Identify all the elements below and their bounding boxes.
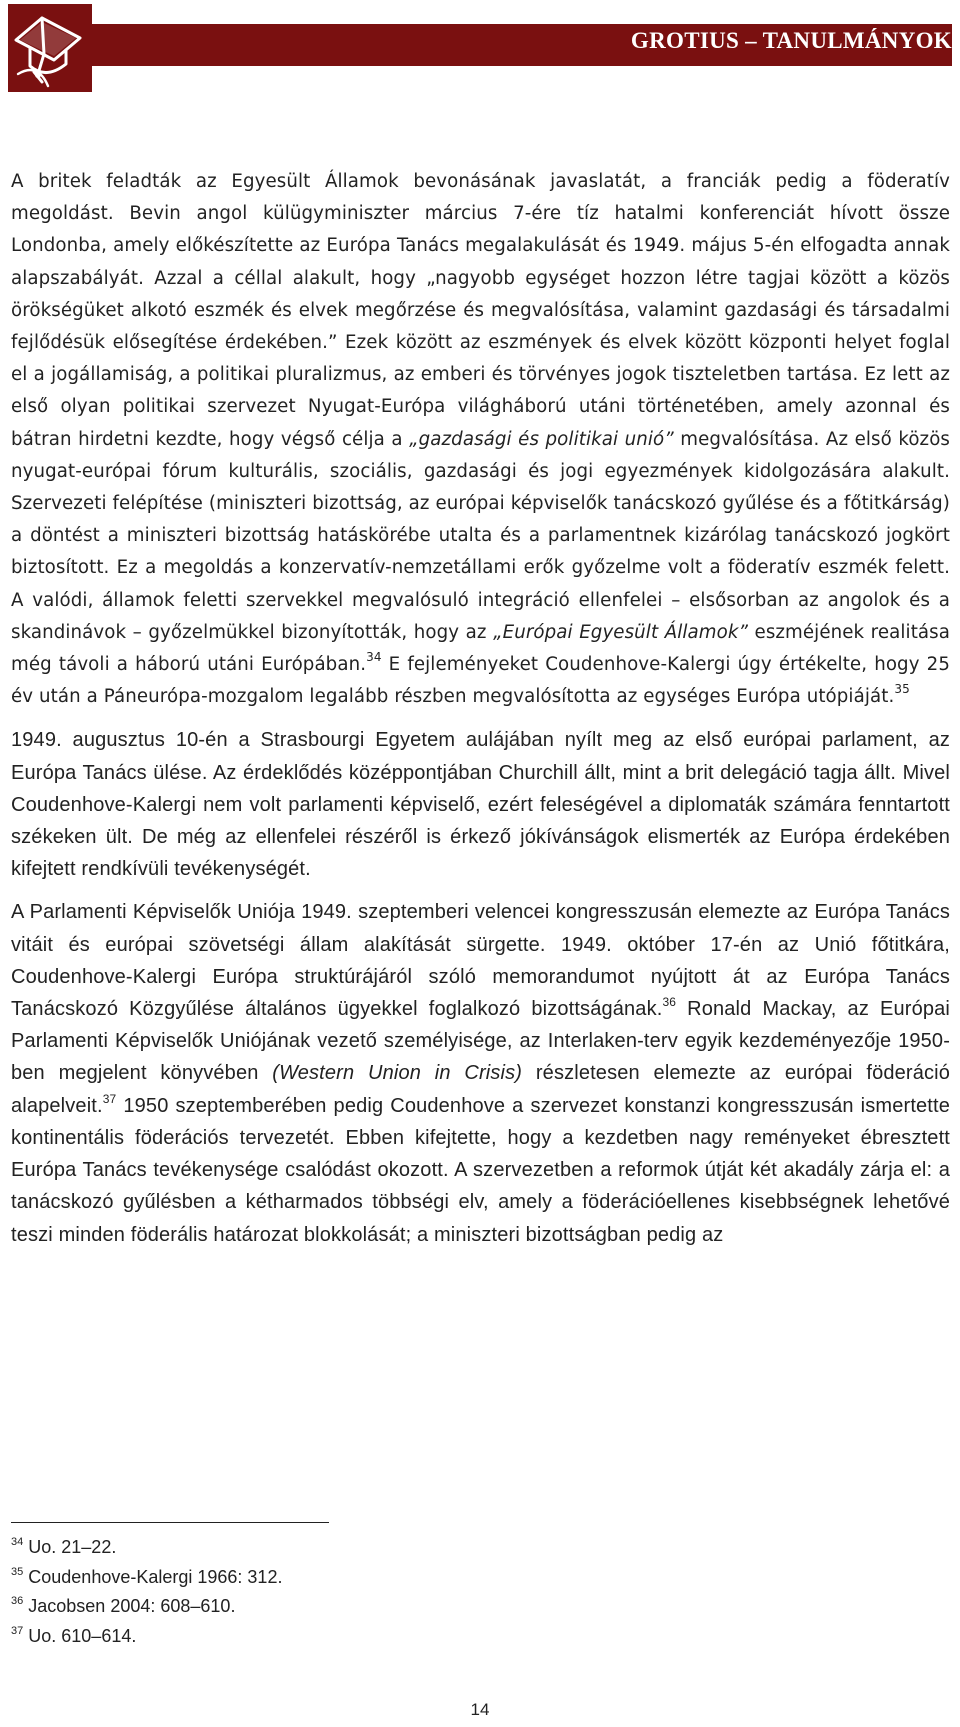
footnote-text: Coudenhove-Kalergi 1966: 312. xyxy=(28,1566,283,1587)
footnote-text: Uo. 610–614. xyxy=(28,1625,137,1646)
footnote-ref-35[interactable]: 35 xyxy=(894,682,910,697)
paragraph-1-text-b: megvalósítása. Az első közös nyugat-európai fórum kulturális, szociális, gazdasági és jogi egyezmények kidolgozására alakult. Szervezeti felépítése (miniszteri bizottság, az európai képviselők tanácskozó gyűlése és a főtitkárság) a döntést a miniszteri bizottság hatáskörébe utalta és a parlamentnek kizárólag tanácskozó jogkört biztosított. Ez a megoldás a konzervatív-nemzetállami erők győzelme volt a föderatív eszmék felett. A valódi, államok feletti szervekkel megvalósuló integráció ellenfelei – elsősorban az angolok és a skandinávok – győzelmükkel bizonyították, hogy az xyxy=(11,428,951,643)
footnote-ref-37[interactable]: 37 xyxy=(102,1091,117,1106)
paragraph-2: 1949. augusztus 10-én a Strasbourgi Egyetem aulájában nyílt meg az első európai parlament, az Európa Tanács ülése. Az érdeklődés középpontjában Churchill állt, mint a brit delegáció tagja állt. Mivel Coudenhove-Kalergi nem volt parlamenti képviselő, ezért feleségével a diplomaták számára fenntartott székeken ült. De még az ellenfelei részéről is érkező jókívánságok elismerték az Európa érdekében kifejtett rendkívüli tevékenységét. xyxy=(11,729,950,881)
footnote-text: Uo. 21–22. xyxy=(28,1537,117,1557)
page-header xyxy=(8,4,952,92)
paragraph-3 xyxy=(11,896,950,1250)
footnote-36 xyxy=(11,1592,911,1622)
footnote-34 xyxy=(11,1533,911,1563)
paragraph-3-text-a: A Parlamenti Képviselők Uniója 1949. szeptemberi velencei kongresszusán elemezte az Európa Tanács vitáit és európai szövetségi állam alakítását sürgette. 1949. október 17-én az Unió főtitkára, Coudenhove-Kalergi Európa struktúrájáról szóló memorandumot nyújtott át az Európa Tanács Tanácskozó Közgyűlése általános ügyekkel foglalkozó bizottságának. xyxy=(11,901,950,1021)
paragraph-3-text-c: részletesen elemezte az európai föderáció alapelveit. xyxy=(11,1062,950,1117)
footnote-number: 34 xyxy=(11,1536,24,1548)
paragraph-1 xyxy=(11,166,950,713)
paragraph-3-text-b: Ronald Mackay, az Európai Parlamenti Képviselők Uniójának vezető személyisége, az Interlaken-terv egyik kezdeményezője 1950-ben megjelent könyvében xyxy=(11,998,950,1085)
paragraph-1-text-d: E fejleményeket Coudenhove-Kalergi úgy értékelte, hogy 25 év után a Páneurópa-mozgalom legalább részben megvalósította az egységes Európa utópiáját. xyxy=(11,654,950,708)
footnote-text: Jacobsen 2004: 608–610. xyxy=(28,1596,236,1616)
footnote-number: 37 xyxy=(11,1624,24,1637)
paragraph-1-text-a: A britek feladták az Egyesült Államok bevonásának javaslatát, a franciák pedig a föderatív megoldást. Bevin angol külügyminiszter március 7-ére tíz hatalmi konferenciát hívott össze Londonba, amely előkészítette az Európa Tanács megalakulását és 1949. május 5-én elfogadta annak alapszabályát. Azzal a céllal alakult, hogy „nagyobb egységet hozzon létre tagjai között a közös örökségüket alkotó eszmék és elvek megőrzése és megvalósítása, valamint gazdasági és társadalmi fejlődésük elősegítése érdekében.” Ezek között az eszmények és elvek között központi helyet foglal el a jogállamiság, a politikai pluralizmus, az emberi és törvényes jogok tiszteletben tartása. Ez lett az első olyan politikai szervezet Nyugat-Európa világháború utáni történetében, amely azonnal és bátran hirdetni kezdte, hogy végső célja a xyxy=(11,171,950,450)
footnote-35 xyxy=(11,1563,911,1593)
paragraph-3-book-title: (Western Union in Crisis) xyxy=(272,1062,523,1085)
footnote-number: 36 xyxy=(11,1595,24,1607)
grotius-logo xyxy=(8,4,92,92)
header-bar xyxy=(92,24,952,66)
mortarboard-icon xyxy=(8,4,92,92)
footnote-ref-34[interactable]: 34 xyxy=(366,650,382,665)
paragraph-1-quote-eea: „Európai Egyesült Államok” xyxy=(493,621,749,643)
page-number: 14 xyxy=(470,1700,490,1719)
article-body xyxy=(11,166,950,1262)
footnote-37 xyxy=(11,1622,911,1652)
paragraph-1-text-c: eszméjének realitása még távoli a háború utáni Európában. xyxy=(11,621,950,676)
footnote-ref-36[interactable]: 36 xyxy=(662,995,677,1010)
footnote-divider xyxy=(11,1522,329,1523)
footnotes xyxy=(11,1533,911,1651)
paragraph-3-text-d: 1950 szeptemberében pedig Coudenhove a szervezet konstanzi kongresszusán ismertette kontinentális föderációs tervezetét. Ebben kifejtette, hogy a kezdetben nagy reményeket ébresztett Európa Tanács tevékenysége csalódást okozott. A szervezetben a reformok útját két akadály zárja el: a tanácskozó gyűlésben a kétharmados többségi elv, amely a föderációellenes kisebbségnek lehetővé teszi minden föderális határozat blokkolását; a miniszteri bizottságban pedig az xyxy=(11,1094,950,1246)
footnote-number: 35 xyxy=(11,1565,24,1578)
paragraph-1-quote-gazdasagi: „gazdasági és politikai unió” xyxy=(409,428,674,450)
journal-title: GROTIUS – TANULMÁNYOK xyxy=(630,28,952,53)
